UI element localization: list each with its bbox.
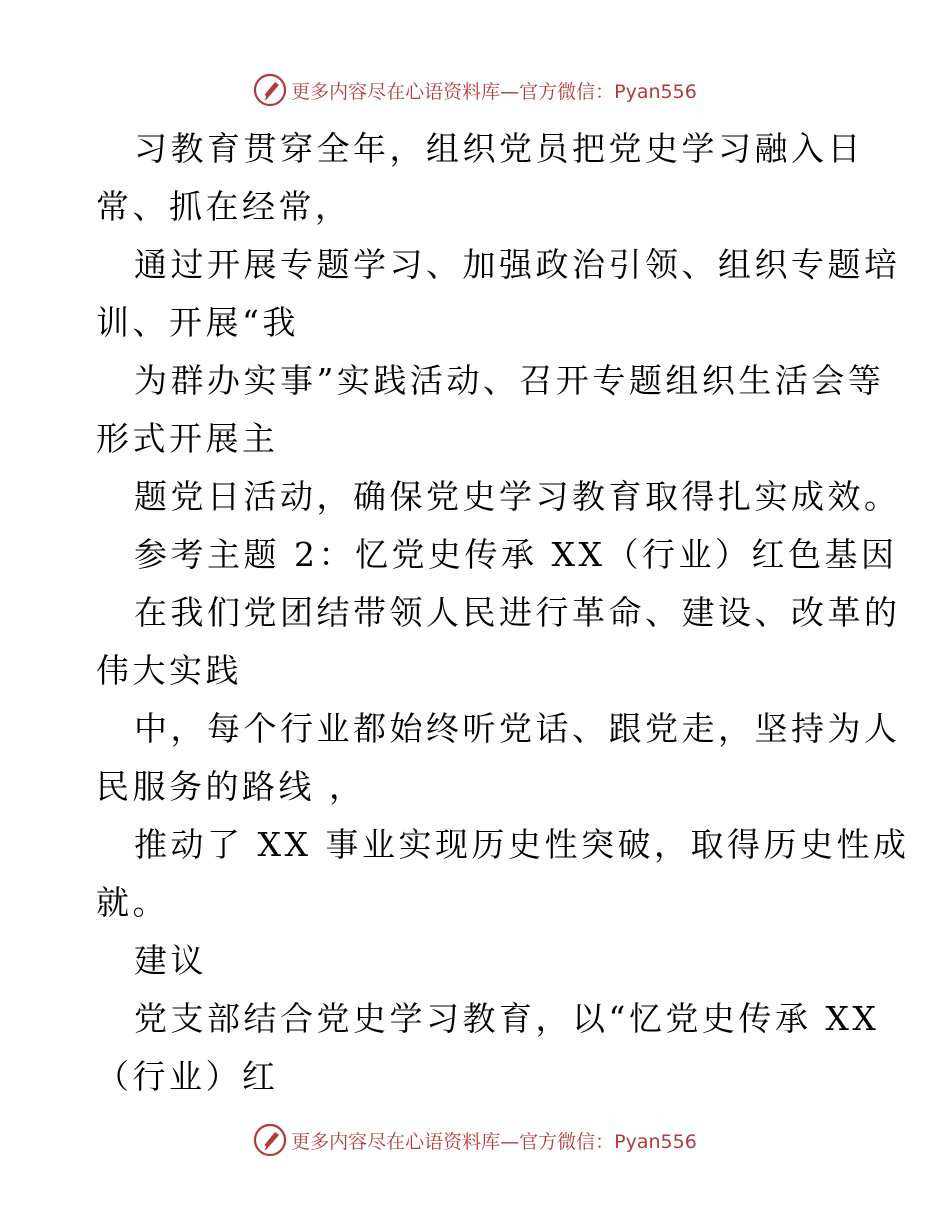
header-banner [0,70,950,110]
section-heading: 参考主题 2：忆党史传承 XX（行业）红色基因 [134,535,898,574]
text-line: 就。 [96,883,169,922]
text-line: 中，每个行业都始终听党话、跟党走，坚持为人 [134,709,901,748]
text-line: 伟大实践 [96,651,242,690]
footer-banner-text: 更多内容尽在心语资料库—官方微信：Pyan556 [291,1130,697,1153]
text-line: （行业）红 [96,1057,279,1096]
text-line: 题党日活动，确保党史学习教育取得扎实成效。 [134,477,901,516]
text-line: 习教育贯穿全年，组织党员把党史学习融入日 [134,129,864,168]
text-line: 常、抓在经常， [96,187,352,226]
text-line: 形式开展主 [96,419,279,458]
pen-seal-icon [253,73,287,107]
footer-banner [0,1120,950,1160]
subheading-suggestion: 建议 [134,941,207,980]
header-banner-text: 更多内容尽在心语资料库—官方微信：Pyan556 [291,80,697,103]
text-line: 通过开展专题学习、加强政治引领、组织专题培 [134,245,901,284]
text-line: 民服务的路线 ， [96,767,366,806]
text-line: 在我们党团结带领人民进行革命、建设、改革的 [134,593,901,632]
text-line: 训、开展“我 [96,303,299,342]
pen-seal-icon [253,1123,287,1157]
text-line: 党支部结合党史学习教育，以“忆党史传承 XX [134,999,880,1038]
text-line: 推动了 XX 事业实现历史性突破，取得历史性成 [134,825,910,864]
text-line: 为群办实事”实践活动、召开专题组织生活会等 [134,361,885,400]
